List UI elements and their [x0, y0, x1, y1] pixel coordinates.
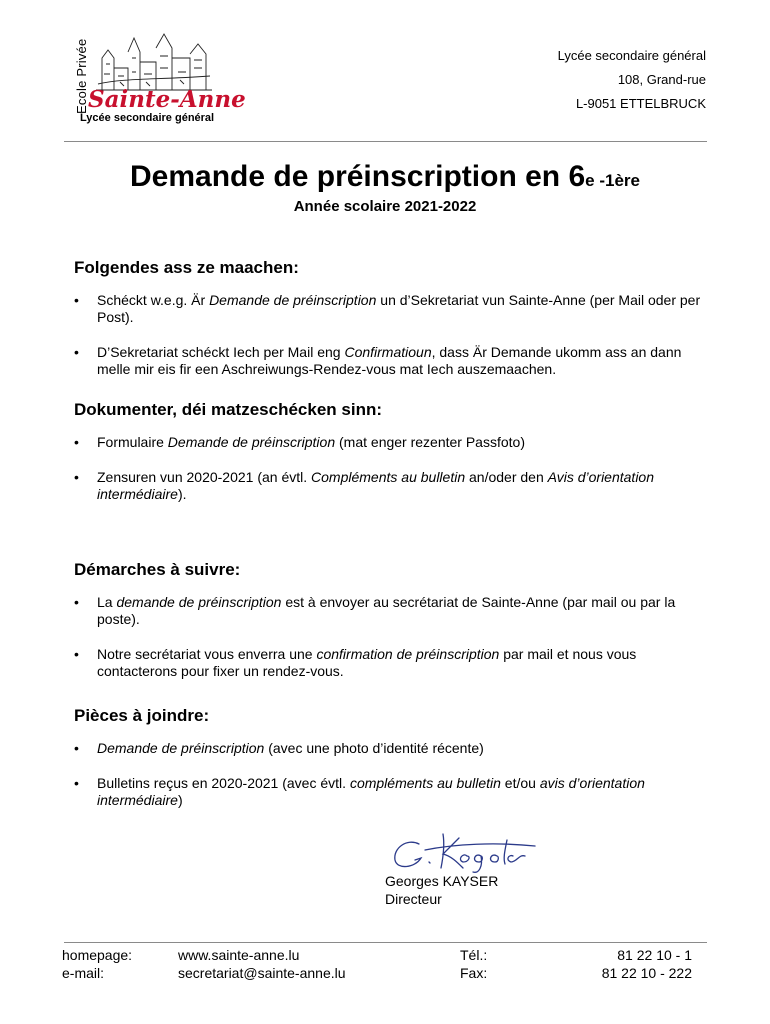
- section-todo: [74, 258, 714, 396]
- email-label: e-mail:: [62, 965, 105, 981]
- homepage-link[interactable]: www.sainte-anne.lu: [178, 947, 300, 963]
- section-steps: [74, 560, 714, 698]
- list-item: • Demande de préinscription (avec une photo d’identité récente): [74, 740, 484, 756]
- section-heading: Démarches à suivre:: [74, 560, 241, 579]
- bullet-icon: •: [74, 646, 79, 662]
- list-item: • La demande de préinscription est à envoyer au secrétariat de Sainte-Anne (par mail ou par la poste).: [74, 594, 676, 627]
- address-line: L-9051 ETTELBRUCK: [575, 96, 706, 111]
- logo-brand-name: Sainte-Anne: [88, 86, 246, 113]
- school-logo: [74, 26, 246, 126]
- signer-role: Directeur: [385, 891, 442, 907]
- castle-drawing-icon: [94, 28, 214, 94]
- section-documents: [74, 400, 714, 521]
- address-line: Lycée secondaire général: [557, 48, 706, 63]
- title-superscript-e: e: [585, 171, 595, 190]
- title-dash: -1: [594, 171, 615, 190]
- email-link[interactable]: secretariat@sainte-anne.lu: [178, 965, 346, 981]
- section-attachments: [74, 706, 714, 827]
- page-title: [0, 160, 770, 194]
- address-line: 108, Grand-rue: [617, 72, 706, 87]
- section-heading: Pièces à joindre:: [74, 706, 210, 725]
- bullet-icon: •: [74, 469, 79, 485]
- footer-divider: [64, 942, 707, 943]
- homepage-label: homepage:: [62, 947, 133, 963]
- handwritten-signature-icon: [385, 826, 555, 876]
- list-item: • D’Sekretariat schéckt Iech per Mail eng Confirmatioun, dass Är Demande ukomm ass an dann melle mir eis fir een Aschreiwungs-Rendez-vous mat Iech auszemaachen.: [74, 344, 682, 377]
- fax-value: 81 22 10 - 222: [601, 965, 692, 981]
- list-item: • Bulletins reçus en 2020-2021 (avec évtl. compléments au bulletin et/ou avis d’orientation intermédiaire): [74, 775, 645, 808]
- logo-subtitle: Lycée secondaire général: [80, 112, 215, 124]
- list-item: • Schéckt w.e.g. Är Demande de préinscription un d’Sekretariat vun Sainte-Anne (per Mail oder per Post).: [74, 292, 701, 325]
- section-heading: Folgendes ass ze maachen:: [74, 258, 299, 277]
- bullet-icon: •: [74, 594, 79, 610]
- school-address: [558, 44, 706, 116]
- footer: [62, 946, 692, 982]
- bullet-icon: •: [74, 292, 79, 308]
- bullet-icon: •: [74, 775, 79, 791]
- logo-vertical-text: Ecole Privée: [74, 38, 89, 114]
- list-item: • Notre secrétariat vous enverra une confirmation de préinscription par mail et nous vous contacterons pour fixer un rendez-vous.: [74, 646, 637, 679]
- bullet-icon: •: [74, 344, 79, 360]
- title-main: Demande de préinscription en 6: [130, 160, 586, 193]
- school-year: Année scolaire 2021-2022: [293, 198, 477, 215]
- signer-name: Georges KAYSER: [385, 873, 499, 889]
- list-item: • Formulaire Demande de préinscription (mat enger rezenter Passfoto): [74, 434, 525, 450]
- bullet-icon: •: [74, 740, 79, 756]
- header-divider: [64, 141, 707, 142]
- fax-label: Fax:: [460, 965, 488, 981]
- tel-label: Tél.:: [460, 947, 488, 963]
- title-superscript-ere: ère: [614, 171, 640, 190]
- tel-value: 81 22 10 - 1: [617, 947, 692, 963]
- list-item: • Zensuren vun 2020-2021 (an évtl. Compléments au bulletin an/oder den Avis d’orientation intermédiaire).: [74, 469, 655, 502]
- section-heading: Dokumenter, déi matzeschécken sinn:: [74, 400, 382, 419]
- signer-block: [385, 872, 498, 908]
- bullet-icon: •: [74, 434, 79, 450]
